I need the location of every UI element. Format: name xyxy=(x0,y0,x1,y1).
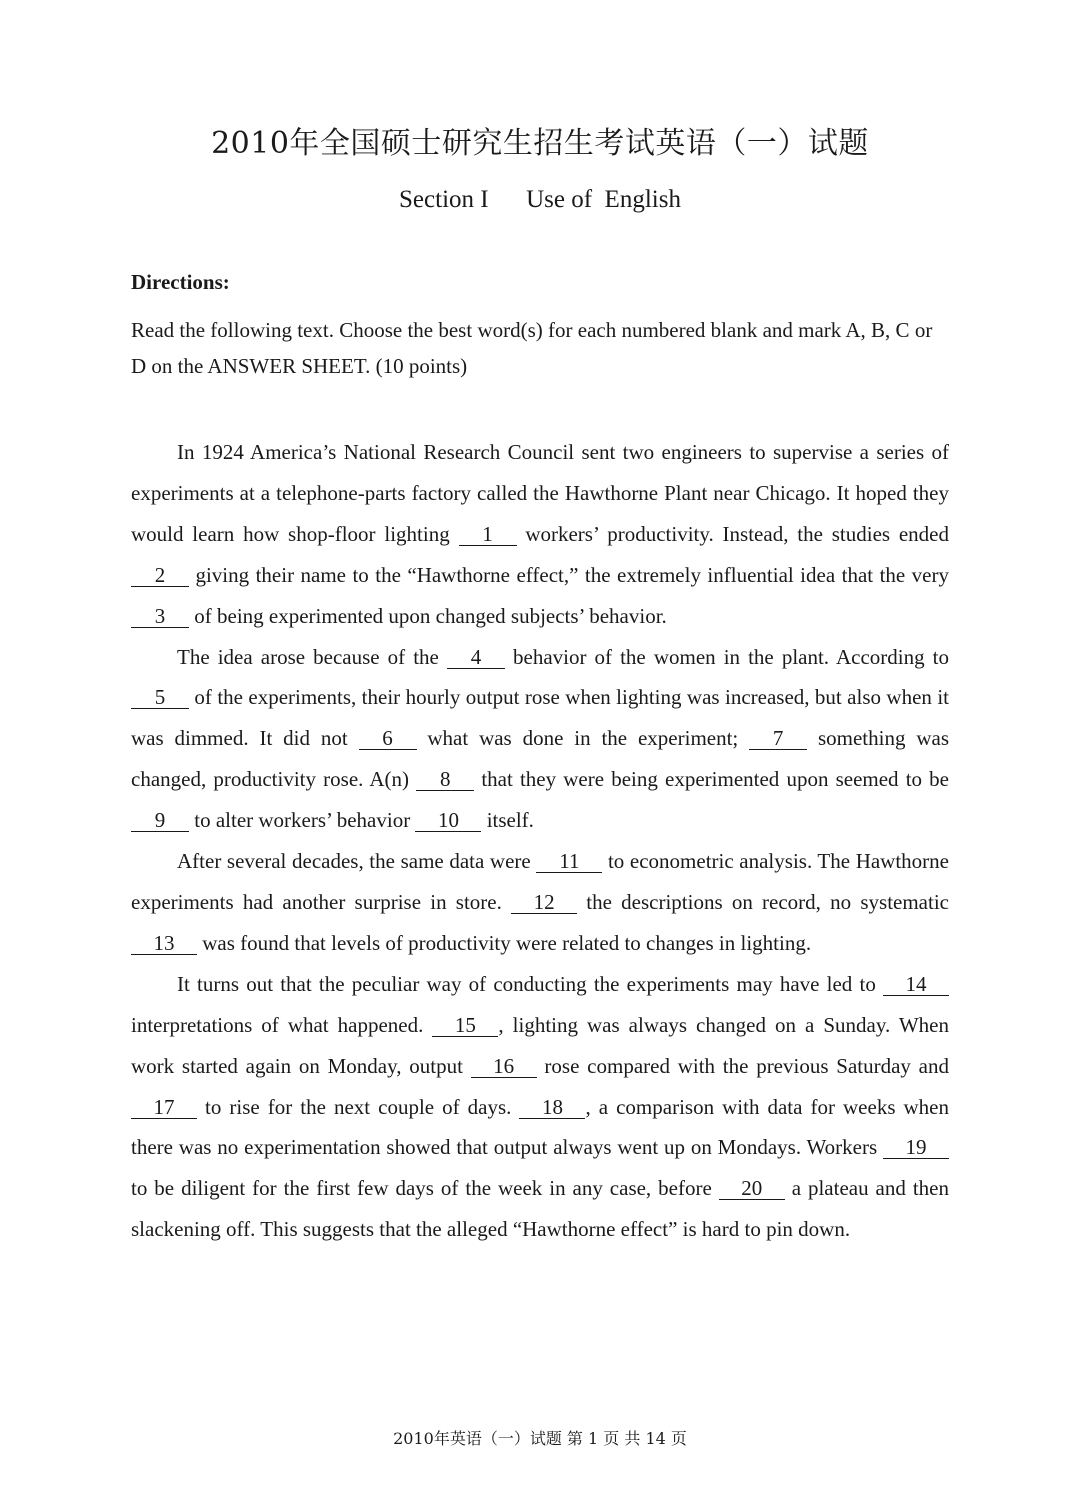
passage-text: giving their name to the “Hawthorne effect,” the extremely influential idea that the very xyxy=(189,562,949,587)
cloze-blank-14: 14 xyxy=(883,973,949,996)
passage-text: After several decades, the same data were xyxy=(177,849,537,874)
passage-text: itself. xyxy=(481,808,534,833)
cloze-blank-10: 10 xyxy=(415,809,481,832)
directions-text: Read the following text. Choose the best word(s) for each numbered blank and mark A, B, C or D on the ANSWER SHEET. (10 points) xyxy=(131,318,933,378)
cloze-blank-11: 11 xyxy=(536,850,602,873)
passage-paragraph xyxy=(131,432,949,637)
cloze-blank-15: 15 xyxy=(432,1014,498,1037)
passage-paragraph xyxy=(131,964,949,1250)
passage-text: what was done in the experiment; xyxy=(416,726,750,751)
passage-text: to be diligent for the first few days of the week in any case, before xyxy=(131,1176,719,1201)
directions-label: Directions: xyxy=(131,270,230,294)
cloze-blank-6: 6 xyxy=(359,727,417,750)
page-footer: 2010年英语（一）试题 第 1 页 共 14 页 xyxy=(393,1429,687,1448)
cloze-blank-20: 20 xyxy=(719,1177,785,1200)
passage-text: something was changed, productivity rose. A(n) xyxy=(131,726,949,792)
passage-text: to alter workers’ behavior xyxy=(189,808,416,833)
cloze-blank-17: 17 xyxy=(131,1096,197,1119)
cloze-blank-3: 3 xyxy=(131,605,189,628)
passage-paragraph xyxy=(131,637,949,842)
passage-text: to rise for the next couple of days. xyxy=(197,1094,520,1119)
cloze-blank-13: 13 xyxy=(131,932,197,955)
cloze-blank-8: 8 xyxy=(416,768,474,791)
cloze-blank-5: 5 xyxy=(131,686,189,709)
passage-paragraph xyxy=(131,841,949,964)
passage-text: The idea arose because of the xyxy=(177,644,447,669)
passage-text: behavior of the women in the plant. According to xyxy=(504,644,949,669)
passage-text: was found that levels of productivity were related to changes in lighting. xyxy=(197,930,812,955)
passage-text: interpretations of what happened. xyxy=(131,1012,433,1037)
passage-text: , lighting was always changed on a Sunday. When work started again on Monday, output xyxy=(131,1012,949,1078)
cloze-passage xyxy=(131,432,949,1250)
passage-text: , a comparison with data for weeks when there was no experimentation showed that output always went up on Mondays. Workers xyxy=(131,1094,950,1160)
passage-text: of the experiments, their hourly output rose when lighting was increased, but also when it was dimmed. It did not xyxy=(131,685,949,751)
cloze-blank-19: 19 xyxy=(883,1136,949,1159)
cloze-blank-7: 7 xyxy=(749,727,807,750)
passage-text: that they were being experimented upon seemed to be xyxy=(474,767,950,792)
passage-text: In 1924 America’s National Research Council sent two engineers to supervise a series of experiments at a telephone-parts factory called the Hawthorne Plant near Chicago. It hoped they would learn how shop-floor lighting xyxy=(131,440,949,546)
passage-text: the descriptions on record, no systematic xyxy=(577,889,949,914)
passage-text: workers’ productivity. Instead, the studies ended xyxy=(516,521,950,546)
cloze-blank-2: 2 xyxy=(131,564,189,587)
passage-text: to econometric analysis. The Hawthorne experiments had another surprise in store. xyxy=(131,849,949,914)
passage-text: a plateau and then slackening off. This suggests that the alleged “Hawthorne effect” is hard to pin down. xyxy=(131,1176,949,1242)
cloze-blank-16: 16 xyxy=(471,1055,537,1078)
cloze-blank-4: 4 xyxy=(447,646,505,669)
exam-title: 2010年全国硕士研究生招生考试英语（一）试题 xyxy=(211,126,869,162)
cloze-blank-1: 1 xyxy=(459,523,517,546)
passage-text: of being experimented upon changed subjects’ behavior. xyxy=(189,603,667,628)
section-heading: Section I Use of English xyxy=(399,186,681,213)
cloze-blank-9: 9 xyxy=(131,809,189,832)
cloze-blank-18: 18 xyxy=(519,1096,585,1119)
cloze-blank-12: 12 xyxy=(511,891,577,914)
passage-text: rose compared with the previous Saturday and xyxy=(536,1053,949,1078)
passage-text: It turns out that the peculiar way of conducting the experiments may have led to xyxy=(177,971,883,996)
